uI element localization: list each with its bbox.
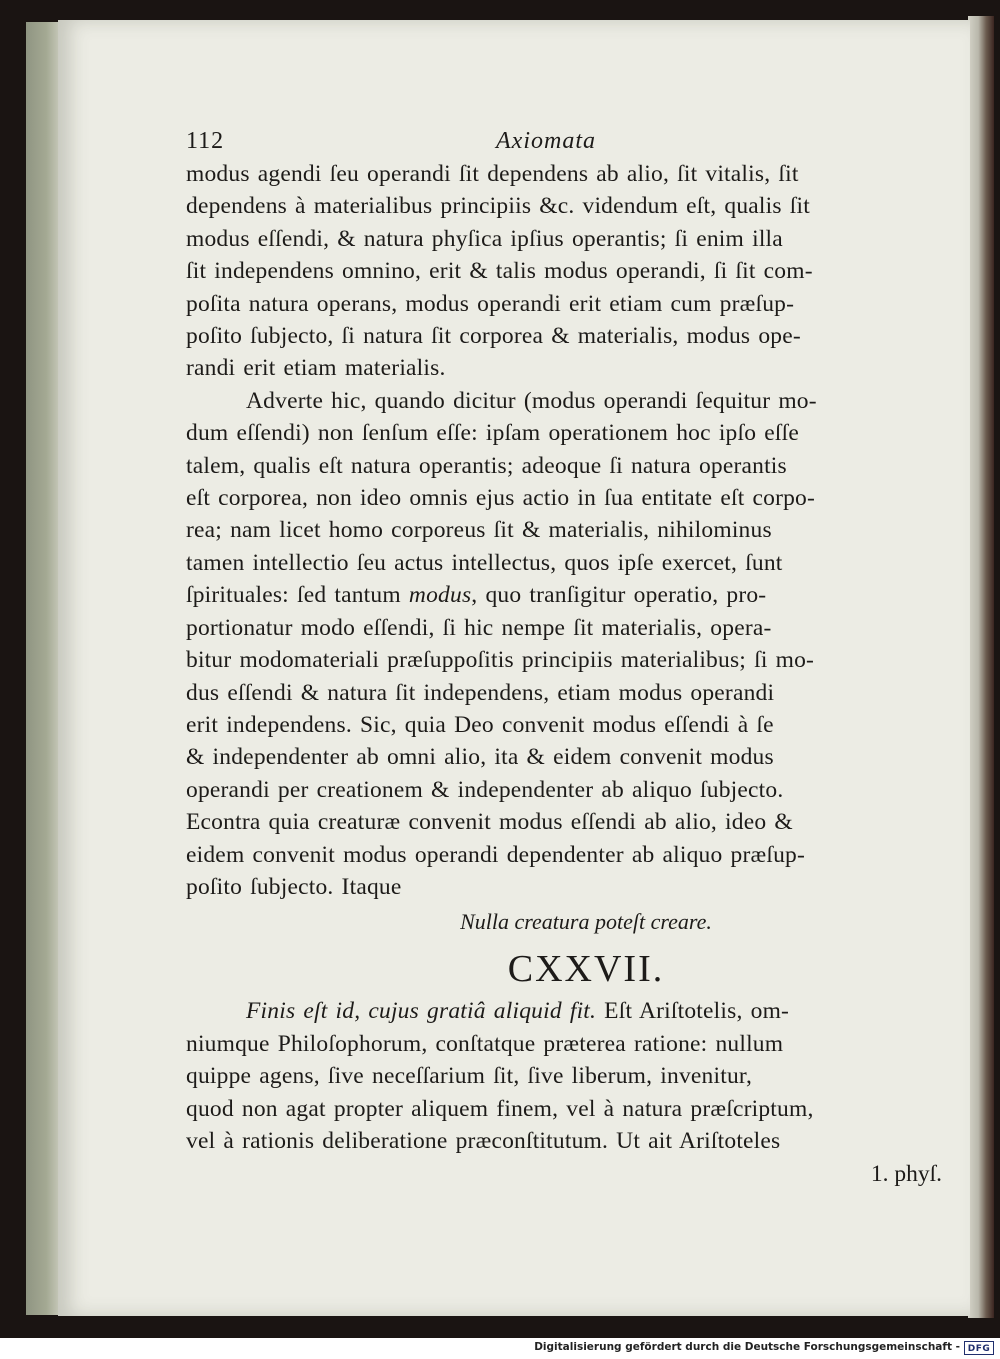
paragraph-2 bbox=[186, 385, 946, 904]
paragraph-3 bbox=[186, 995, 946, 1157]
book-page bbox=[58, 20, 970, 1316]
text-line: poſito ſubjecto. Itaque bbox=[186, 873, 402, 900]
section-number: CXXVII. bbox=[507, 948, 665, 991]
text-line: dependens à materialibus principiis &c. videndum eſt, qualis ſit bbox=[186, 193, 810, 220]
definition-italic: Finis eſt id, cujus gratiâ aliquid fit. bbox=[246, 998, 597, 1025]
text-line: eſt corporea, non ideo omnis ejus actio in ſua entitate eſt corpo- bbox=[186, 485, 816, 512]
paragraph-1 bbox=[186, 158, 946, 385]
page-number: 112 bbox=[186, 128, 225, 154]
text-line: Adverte hic, quando dicitur (modus operandi ſequitur mo- bbox=[246, 387, 817, 414]
text-line: ſit independens omnino, erit & talis modus operandi, ſi ſit com- bbox=[186, 258, 813, 285]
text-line: eidem convenit modus operandi dependenter ab aliquo præſup- bbox=[186, 841, 806, 868]
text-line: & independenter ab omni alio, ita & eidem convenit modus bbox=[186, 744, 774, 771]
text-line: niumque Philoſophorum, conſtatque præterea ratione: nullum bbox=[186, 1030, 784, 1057]
text-line: quod non agat propter aliquem finem, vel à natura præſcriptum, bbox=[186, 1095, 814, 1122]
text-line: Econtra quia creaturæ convenit modus eſſendi ab alio, ideo & bbox=[186, 809, 793, 836]
text-line: poſito ſubjecto, ſi natura ſit corporea & materialis, modus ope- bbox=[186, 323, 801, 350]
text-line: dus eſſendi & natura ſit independens, etiam modus operandi bbox=[186, 679, 775, 706]
text-line: talem, qualis eſt natura operantis; adeoque ſi natura operantis bbox=[186, 452, 787, 479]
footer-bar bbox=[0, 1338, 1000, 1359]
funding-credit: Digitalisierung gefördert durch die Deutsche Forschungsgemeinschaft - bbox=[534, 1341, 960, 1353]
text-line: modus eſſendi, & natura phyſica ipſius operantis; ſi enim illa bbox=[186, 225, 783, 252]
text-line: bitur modomateriali præſuppoſitis principiis materialibus; ſi mo- bbox=[186, 647, 815, 674]
text-line-with-italic bbox=[186, 579, 946, 611]
italic-word: modus bbox=[408, 582, 472, 609]
dfg-logo: DFG bbox=[964, 1341, 994, 1355]
catchword: 1. phyſ. bbox=[870, 1161, 942, 1188]
text-line: operandi per creationem & independenter ab aliquo ſubjecto. bbox=[186, 776, 784, 803]
text-line: dum eſſendi) non ſenſum eſſe: ipſam operationem hoc ipſo eſſe bbox=[186, 420, 799, 447]
text-line: modus agendi ſeu operandi ſit dependens ab alio, ſit vitalis, ſit bbox=[186, 161, 799, 187]
text-line-with-italic bbox=[186, 995, 946, 1027]
text-line: erit independens. Sic, quia Deo convenit modus eſſendi à ſe bbox=[186, 711, 774, 738]
page-stack-edge bbox=[968, 16, 994, 1318]
running-head: Axiomata bbox=[496, 128, 596, 154]
page-text-block bbox=[186, 128, 946, 1191]
text-line: poſita natura operans, modus operandi erit etiam cum præſup- bbox=[186, 290, 795, 317]
text-span: , quo tranſigitur operatio, pro- bbox=[471, 582, 767, 609]
page-header bbox=[186, 128, 946, 158]
text-span: Eſt Ariſtotelis, om- bbox=[596, 998, 790, 1025]
text-line: quippe agens, ſive neceſſarium ſit, ſive liberum, invenitur, bbox=[186, 1063, 753, 1090]
text-line: tamen intellectio ſeu actus intellectus, quos ipſe exercet, ſunt bbox=[186, 549, 783, 576]
text-line: rea; nam licet homo corporeus ſit & materialis, nihilominus bbox=[186, 517, 772, 544]
text-line: vel à rationis deliberatione præconſtitutum. Ut ait Ariſtoteles bbox=[186, 1127, 781, 1154]
thesis-statement: Nulla creatura poteſt creare. bbox=[460, 909, 712, 935]
text-line: randi erit etiam materialis. bbox=[186, 355, 446, 382]
text-span: ſpirituales: ſed tantum bbox=[186, 582, 409, 609]
book-edge bbox=[26, 22, 60, 1315]
text-line: portionatur modo eſſendi, ſi hic nempe ſit materialis, opera- bbox=[186, 614, 772, 641]
